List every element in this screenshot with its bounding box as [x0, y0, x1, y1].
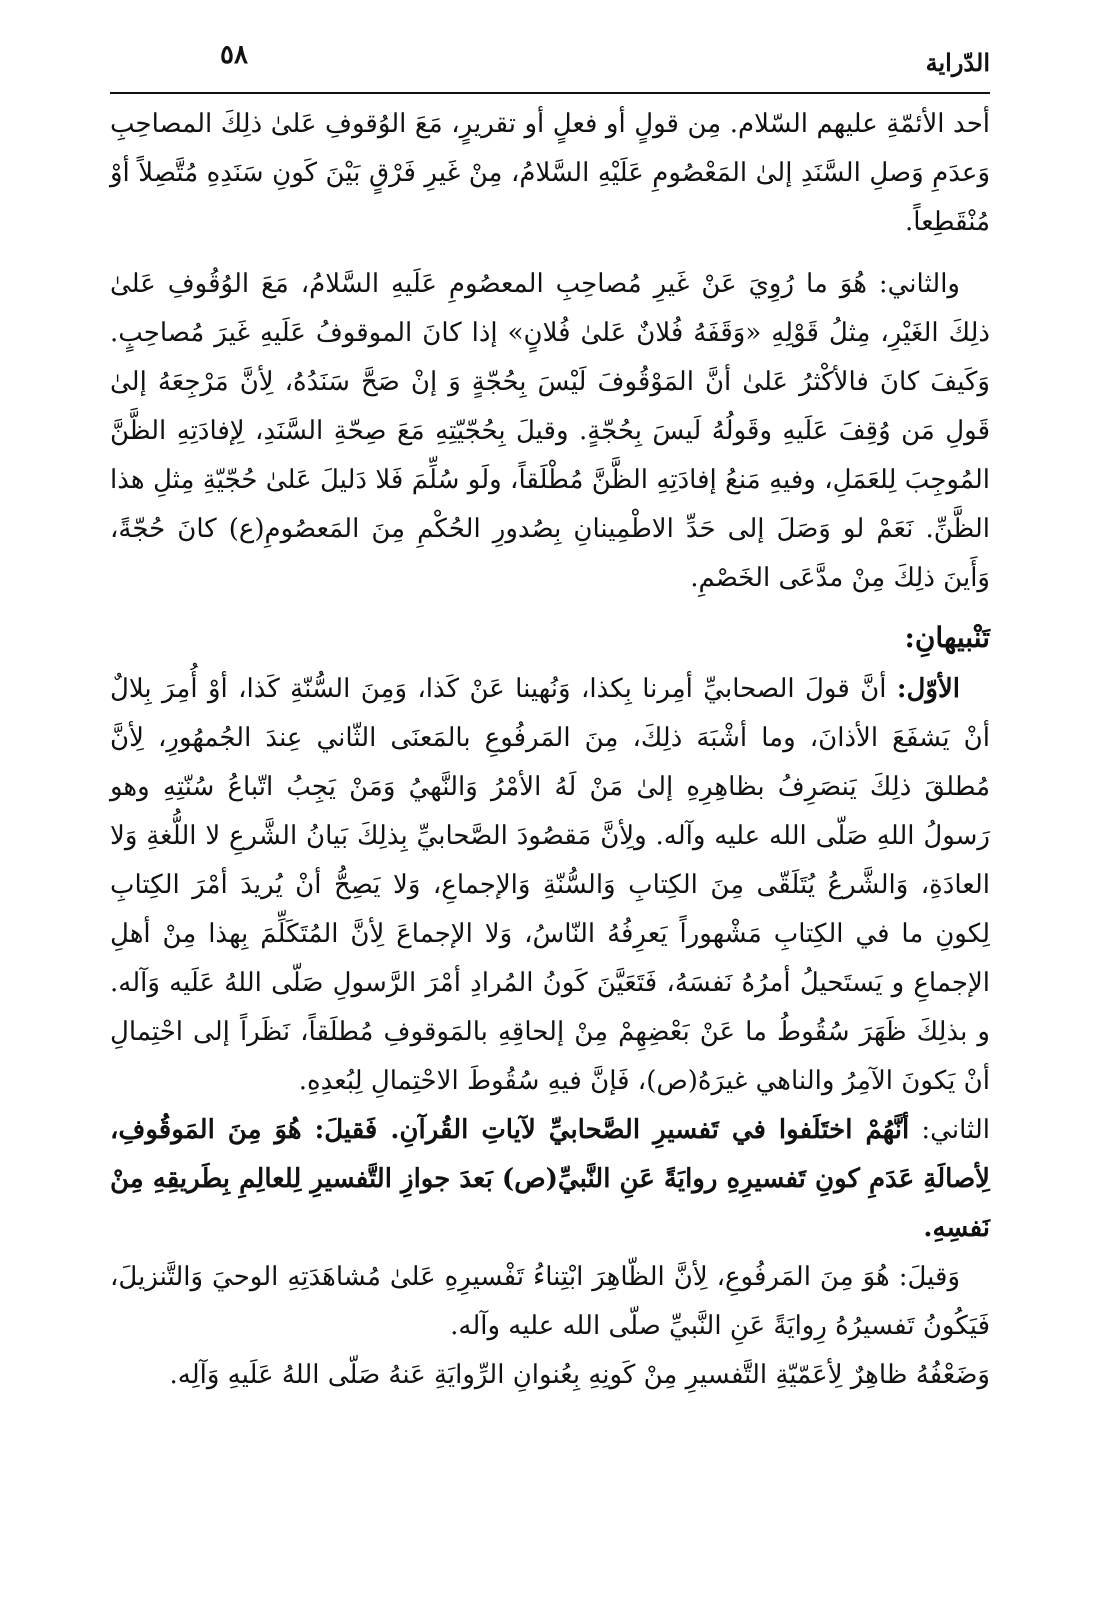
first-note: [110, 665, 990, 1106]
paragraph-1: أحد الأئمّةِ عليهم السّلام. مِن قولٍ أو فعلٍ أو تقريرٍ، مَعَ الوُقوفِ عَلىٰ ذلِكَ المصاحِبِ وَعدَمِ وَصلِ السَّنَدِ إلىٰ المَعْصُومِ عَلَيْهِ السَّلامُ، مِنْ غَيرِ فَرْقٍ بَيْنَ كَونِ سَنَدِهِ مُتَّصِلاً أوْ مُنْقَطِعاً.: [110, 109, 990, 237]
body-text: [110, 100, 990, 1400]
running-title: الدّراية: [925, 48, 990, 77]
first-note-text: أنَّ قولَ الصحابيِّ أمِرنا بِكذا، وَنُهينا عَنْ كَذا، وَمِنَ السُّنّةِ كَذا، أوْ أُمِرَ بِلالٌ أنْ يَشفَعَ الأذانَ، وما أشْبَهَ ذلِكَ، مِنَ المَرفُوعِ بالمَعنَى الثّاني عِندَ الجُمهُورِ، لِأنَّ مُطلقَ ذلِكَ يَنصَرِفُ بظاهِرِهِ إلىٰ مَنْ لَهُ الأمْرُ وَالنَّهيُ وَمَنْ يَجِبُ اتّباعُ سُنّتِهِ وهو رَسولُ اللهِ صَلّى الله عليه وآله. ولِأنَّ مَقصُودَ الصَّحابيِّ بِذلِكَ بَيانُ الشَّرعِ لا اللُّغةِ وَلا العادَةِ، وَالشَّرعُ يُتَلَقّى مِنَ الكِتابِ وَالسُّنّةِ وَالإجماعِ، وَلا يَصِحُّ أنْ يُريدَ أمْرَ الكِتابِ لِكونِ ما في الكِتابِ مَشْهوراً يَعرِفُهُ النّاسُ، وَلا الإجماعَ لِأنَّ المُتَكَلِّمَ بِهذا مِنْ أهلِ الإجماعِ و يَستَحيلُ أمرُهُ نَفسَهُ، فَتَعَيَّنَ كَونُ المُرادِ أمْرَ الرَّسولِ صَلّى اللهُ عَلَيه وَآله. و بذلِكَ ظَهَرَ سُقُوطُ ما عَنْ بَعْضِهِمْ مِنْ إلحاقِهِ بالمَوقوفِ مُطلَقاً، نَظَراً إلى احْتِمالِ أنْ يَكونَ الآمِرُ والناهي غيرَهُ(ص)، فَإنَّ فيهِ سُقُوطَ الاحْتِمالِ لِبُعدِهِ.: [110, 674, 990, 1096]
second-note-paragraph-2: وَقيلَ: هُوَ مِنَ المَرفُوعِ، لِأنَّ الظّاهِرَ ابْتِناءُ تَفْسيرِهِ عَلىٰ مُشاهَدَتِهِ الوحيَ وَالتَّنزيلَ، فَيَكُونُ تَفسيرُهُ رِوايَةً عَنِ النَّبيِّ صلّى الله عليه وآله.: [110, 1262, 990, 1341]
second-note-label: الثاني:: [921, 1115, 990, 1145]
second-note-text-1: أنَّهُمْ اختَلَفوا في تَفسيرِ الصَّحابيِّ لآياتِ القُرآنِ. فَقيلَ: هُوَ مِنَ المَوقُوفِ، لِأصالَةِ عَدَمِ كونِ تَفسيرِهِ روايَةً عَنِ النَّبيِّ(ص) بَعدَ جوازِ التَّفسيرِ لِلعالِمِ بِطَريقِهِ مِنْ نَفسِهِ.: [110, 1115, 990, 1243]
second-note-paragraph-3: وَضَعْفُهُ ظاهِرٌ لِأعَمّيّةِ التَّفسيرِ مِنْ كَونِهِ بِعُنوانِ الرِّوايَةِ عَنهُ صَلّى اللهُ عَلَيهِ وَآلِه.: [169, 1360, 990, 1390]
page-number: ٥٨: [220, 40, 248, 70]
section-heading: تَنْبيهانِ:: [904, 621, 990, 654]
first-note-label: الأوّل:: [896, 674, 961, 704]
second-note: [110, 1106, 990, 1253]
page-header: [110, 40, 990, 94]
paragraph-2: والثاني: هُوَ ما رُوِيَ عَنْ غَيرِ مُصاحِبِ المعصُومِ عَلَيهِ السَّلامُ، مَعَ الوُقُوفِ عَلىٰ ذلِكَ الغَيْرِ، مِثلُ قَوْلِهِ «وَقَفَهُ فُلانٌ عَلىٰ فُلانٍ» إذا كانَ الموقوفُ عَلَيهِ غَيرَ مُصاحِبٍ. وَكَيفَ كانَ فالأكْثرُ عَلىٰ أنَّ المَوْقُوفَ لَيْسَ بِحُجّةٍ وَ إنْ صَحَّ سَنَدُهُ، لِأنَّ مَرْجِعَهُ إلىٰ قَولِ مَن وُقِفَ عَلَيهِ وقَولُهُ لَيسَ بِحُجّةٍ. وقيلَ بِحُجّيّتِهِ مَعَ صِحّةِ السَّنَدِ، لِإفادَتِهِ الظَّنَّ المُوجِبَ لِلعَمَلِ، وفيهِ مَنعُ إفادَتِهِ الظَّنَّ مُطْلَقاً، ولَو سُلِّمَ فَلا دَليلَ عَلىٰ حُجّيّةِ مِثلِ هذا الظَّنِّ. نَعَمْ لو وَصَلَ إلى حَدِّ الاطْمِينانِ بِصُدورِ الحُكْمِ مِنَ المَعصُومِ(ع) كانَ حُجّةً، وَأَينَ ذلِكَ مِنْ مدَّعَى الخَصْمِ.: [110, 269, 990, 593]
